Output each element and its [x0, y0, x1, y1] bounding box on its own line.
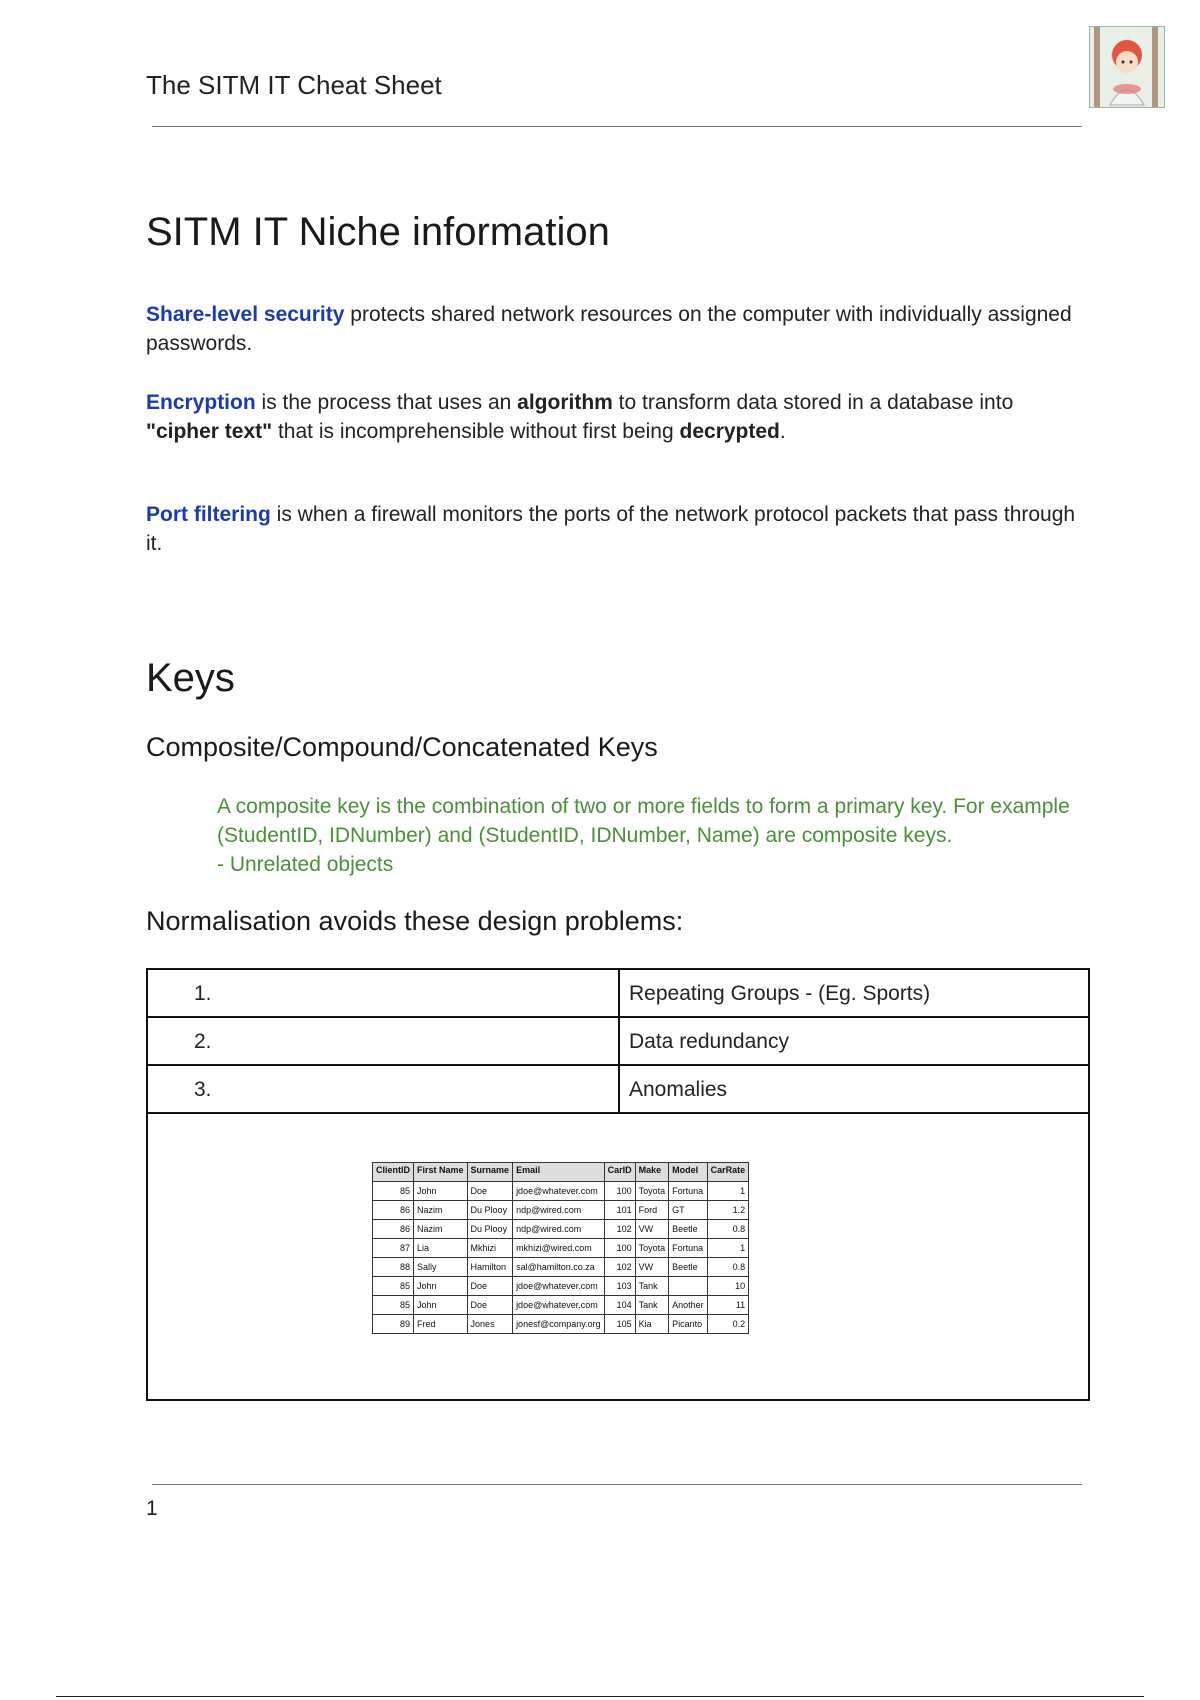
data-table-cell: Doe: [467, 1182, 513, 1201]
encryption-paragraph: [146, 388, 1076, 446]
data-table-cell: mkhizi@wired.com: [513, 1239, 605, 1258]
data-table-header-cell: Email: [513, 1163, 605, 1182]
row-number: 3.: [194, 1078, 212, 1101]
data-table-cell: Sally: [414, 1258, 468, 1277]
data-table-cell: Another: [669, 1296, 708, 1315]
data-table-cell: 101: [604, 1201, 635, 1220]
data-table-cell: Kia: [635, 1315, 669, 1334]
data-table-cell: Du Plooy: [467, 1201, 513, 1220]
normalisation-heading: Normalisation avoids these design problems:: [146, 906, 684, 936]
data-table-cell: GT: [669, 1201, 708, 1220]
data-table-cell: jonesf@company.org: [513, 1315, 605, 1334]
data-table-cell: 11: [707, 1296, 749, 1315]
bold-cipher-text: "cipher text": [146, 420, 273, 443]
data-table-cell: Beetle: [669, 1220, 708, 1239]
port-filtering-paragraph: [146, 500, 1076, 558]
anime-character-logo-icon: [1089, 26, 1165, 108]
table-row: [148, 1066, 1088, 1114]
footer-rule: [152, 1484, 1082, 1485]
data-table-cell: Lia: [414, 1239, 468, 1258]
data-table-cell: Toyota: [635, 1239, 669, 1258]
data-table-cell: 105: [604, 1315, 635, 1334]
data-table-cell: 1: [707, 1239, 749, 1258]
data-table-cell: 103: [604, 1277, 635, 1296]
data-table-cell: sal@hamilton.co.za: [513, 1258, 605, 1277]
data-table-header-cell: First Name: [414, 1163, 468, 1182]
term-encryption: Encryption: [146, 391, 256, 414]
data-table-cell: Fortuna: [669, 1182, 708, 1201]
data-table-cell: 104: [604, 1296, 635, 1315]
row-text: Data redundancy: [629, 1030, 789, 1053]
data-table-cell: VW: [635, 1258, 669, 1277]
data-table-cell: 10: [707, 1277, 749, 1296]
data-table-cell: 85: [373, 1296, 414, 1315]
data-table-cell: Nazim: [414, 1201, 468, 1220]
table-row: [148, 970, 1088, 1018]
data-table-cell: 85: [373, 1277, 414, 1296]
bold-decrypted: decrypted: [679, 420, 780, 443]
data-table-cell: Tank: [635, 1296, 669, 1315]
quote-note: - Unrelated objects: [217, 853, 394, 876]
data-table-cell: Toyota: [635, 1182, 669, 1201]
data-table-row: [373, 1201, 749, 1220]
paragraph-text: is when a firewall monitors the ports of the network protocol packets that pass through it.: [146, 503, 1076, 555]
data-table-cell: Doe: [467, 1277, 513, 1296]
data-table-cell: 87: [373, 1239, 414, 1258]
data-table-cell: jdoe@whatever.com: [513, 1277, 605, 1296]
section-heading-keys: Keys: [146, 656, 235, 700]
subheading-composite-keys: Composite/Compound/Concatenated Keys: [146, 732, 658, 762]
data-table-header-cell: Make: [635, 1163, 669, 1182]
header-rule: [152, 126, 1082, 127]
data-table-cell: Picanto: [669, 1315, 708, 1334]
data-table-cell: VW: [635, 1220, 669, 1239]
data-table-cell: Fortuna: [669, 1239, 708, 1258]
column-divider: [618, 970, 620, 1016]
data-table-cell: 0.8: [707, 1258, 749, 1277]
data-table-cell: 1: [707, 1182, 749, 1201]
data-table-cell: 86: [373, 1201, 414, 1220]
data-table-row: [373, 1315, 749, 1334]
data-table-cell: [669, 1277, 708, 1296]
data-table-cell: Fred: [414, 1315, 468, 1334]
data-table-cell: 89: [373, 1315, 414, 1334]
page-bottom-rule: [56, 1696, 1144, 1697]
data-table-cell: 86: [373, 1220, 414, 1239]
data-table-cell: Tank: [635, 1277, 669, 1296]
data-table-cell: Mkhizi: [467, 1239, 513, 1258]
column-divider: [618, 1066, 620, 1112]
data-table-row: [373, 1296, 749, 1315]
data-table-header-cell: ClientID: [373, 1163, 414, 1182]
data-table-cell: Jones: [467, 1315, 513, 1334]
row-text: Anomalies: [629, 1078, 728, 1101]
column-divider: [618, 1018, 620, 1064]
data-table-cell: 0.8: [707, 1220, 749, 1239]
data-table-cell: 85: [373, 1182, 414, 1201]
share-level-security-paragraph: [146, 300, 1076, 358]
row-number: 1.: [194, 982, 212, 1005]
data-table-cell: John: [414, 1182, 468, 1201]
data-table-cell: 100: [604, 1182, 635, 1201]
data-table-header-row: [373, 1163, 749, 1182]
data-table-header-cell: Model: [669, 1163, 708, 1182]
data-table-cell: Nazim: [414, 1220, 468, 1239]
normalisation-problems-table: [146, 968, 1090, 1401]
data-table-cell: ndp@wired.com: [513, 1220, 605, 1239]
paragraph-text: that is incomprehensible without first being: [272, 420, 680, 443]
data-table-cell: Du Plooy: [467, 1220, 513, 1239]
paragraph-text: to transform data stored in a database into: [612, 391, 1014, 414]
data-table-cell: 88: [373, 1258, 414, 1277]
data-table-cell: John: [414, 1277, 468, 1296]
data-table-header-cell: CarRate: [707, 1163, 749, 1182]
table-row: [148, 1018, 1088, 1066]
data-table-cell: 0.2: [707, 1315, 749, 1334]
quote-definition: A composite key is the combination of two or more fields to form a primary key. For example (StudentID, IDNumber) and (StudentID, IDNumber, Name) are composite keys.: [217, 795, 1070, 847]
paragraph-text: is the process that uses an: [255, 391, 518, 414]
paragraph-text: protects shared network resources on the computer with individually assigned passwords.: [146, 303, 1072, 355]
data-table-cell: 102: [604, 1220, 635, 1239]
data-table-cell: jdoe@whatever.com: [513, 1182, 605, 1201]
data-table-row: [373, 1258, 749, 1277]
data-table-header-cell: CarID: [604, 1163, 635, 1182]
data-table-cell: Beetle: [669, 1258, 708, 1277]
data-table-cell: Hamilton: [467, 1258, 513, 1277]
header-title: The SITM IT Cheat Sheet: [146, 70, 442, 100]
unnormalised-data-table: [372, 1162, 749, 1334]
data-table-cell: 102: [604, 1258, 635, 1277]
data-table-cell: jdoe@whatever.com: [513, 1296, 605, 1315]
paragraph-text: .: [779, 420, 786, 443]
row-text: Repeating Groups - (Eg. Sports): [629, 982, 931, 1005]
data-table-cell: ndp@wired.com: [513, 1201, 605, 1220]
data-table-row: [373, 1220, 749, 1239]
data-table-cell: Ford: [635, 1201, 669, 1220]
term-share-level-security: Share-level security: [146, 303, 345, 326]
data-table-cell: John: [414, 1296, 468, 1315]
bold-algorithm: algorithm: [517, 391, 613, 414]
data-table-cell: 1.2: [707, 1201, 749, 1220]
composite-key-quote: [217, 792, 1097, 879]
page-number: 1: [146, 1497, 158, 1520]
data-table-cell: 100: [604, 1239, 635, 1258]
data-table-row: [373, 1239, 749, 1258]
data-table-header-cell: Surname: [467, 1163, 513, 1182]
section-heading-niche: SITM IT Niche information: [146, 210, 610, 254]
data-table-row: [373, 1182, 749, 1201]
row-number: 2.: [194, 1030, 212, 1053]
data-table-cell: Doe: [467, 1296, 513, 1315]
term-port-filtering: Port filtering: [146, 503, 271, 526]
data-table-row: [373, 1277, 749, 1296]
